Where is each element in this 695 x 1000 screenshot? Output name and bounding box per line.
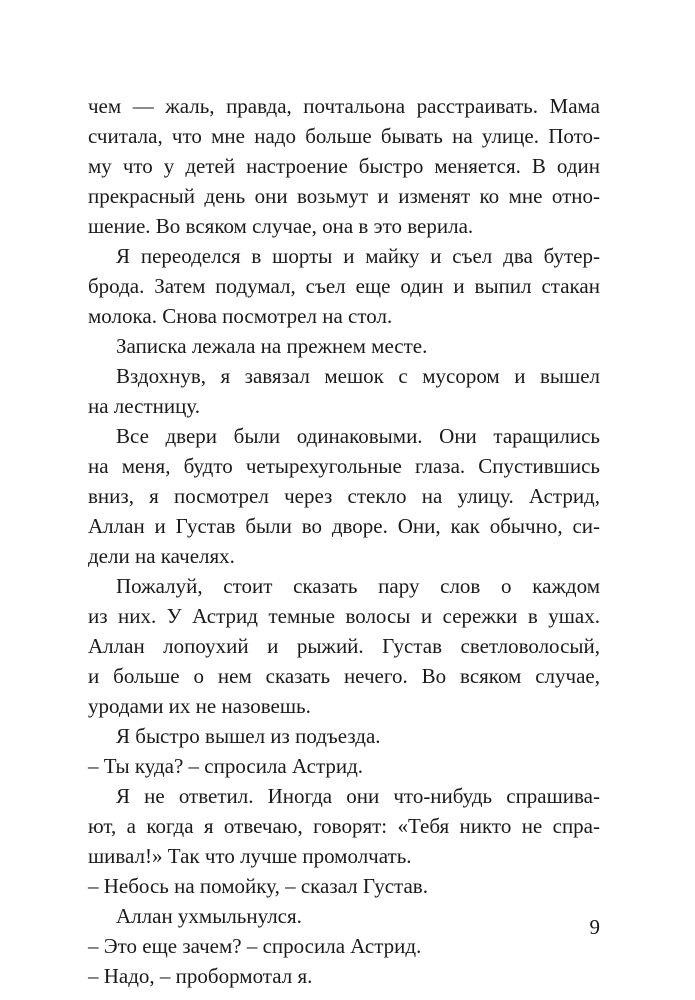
text-line: Я не ответил. Иногда они что-нибудь спрашива- [116,784,600,808]
text-line: Все двери были одинаковыми. Они таращились [116,424,600,448]
text-line: Я быстро вышел из подъезда. [116,724,381,748]
page-body [88,91,600,991]
text-line: Записка лежала на прежнем месте. [116,334,428,358]
text-line: прекрасный день они возьмут и изменят ко мне отно- [88,184,600,208]
text-line: чем — жаль, правда, почтальона расстраивать. Мама [88,94,600,118]
text-line: на меня, будто четырехугольные глаза. Спустившись [88,454,600,478]
text-line: Пожалуй, стоит сказать пару слов о каждом [116,574,600,598]
text-line: брода. Затем подумал, съел еще один и выпил стакан [88,274,600,298]
text-line: уродами их не назовешь. [88,694,311,718]
text-line: из них. У Астрид темные волосы и сережки в ушах. [88,604,600,628]
text-line: – Это еще зачем? – спросила Астрид. [88,934,422,958]
text-line: и больше о нем сказать нечего. Во всяком случае, [88,664,600,688]
text-line: – Надо, – пробормотал я. [88,964,313,988]
text-line: дели на качелях. [88,544,235,568]
text-line: Я переоделся в шорты и майку и съел два бутер- [116,244,600,268]
text-line: шивал!» Так что лучше промолчать. [88,844,412,868]
text-line: на лестницу. [88,394,200,418]
text-line: Аллан и Густав были во дворе. Они, как обычно, си- [88,514,600,538]
text-line: му что у детей настроение быстро меняется. В один [88,154,600,178]
text-line: Аллан лопоухий и рыжий. Густав светловолосый, [88,634,600,658]
text-line: Вздохнув, я завязал мешок с мусором и вышел [116,364,600,388]
text-line: – Небось на помойку, – сказал Густав. [88,874,428,898]
text-line: шение. Во всяком случае, она в это верила. [88,214,474,238]
text-line: – Ты куда? – спросила Астрид. [88,754,364,778]
text-line: ют, а когда я отвечаю, говорят: «Тебя никто не спра- [88,814,600,838]
text-line: считала, что мне надо больше бывать на улице. Пото- [88,124,600,148]
text-line: Аллан ухмыльнулся. [116,904,302,928]
text-line: молока. Снова посмотрел на стол. [88,304,393,328]
text-line: вниз, я посмотрел через стекло на улицу. Астрид, [88,484,600,508]
page-number: 9 [589,915,600,939]
